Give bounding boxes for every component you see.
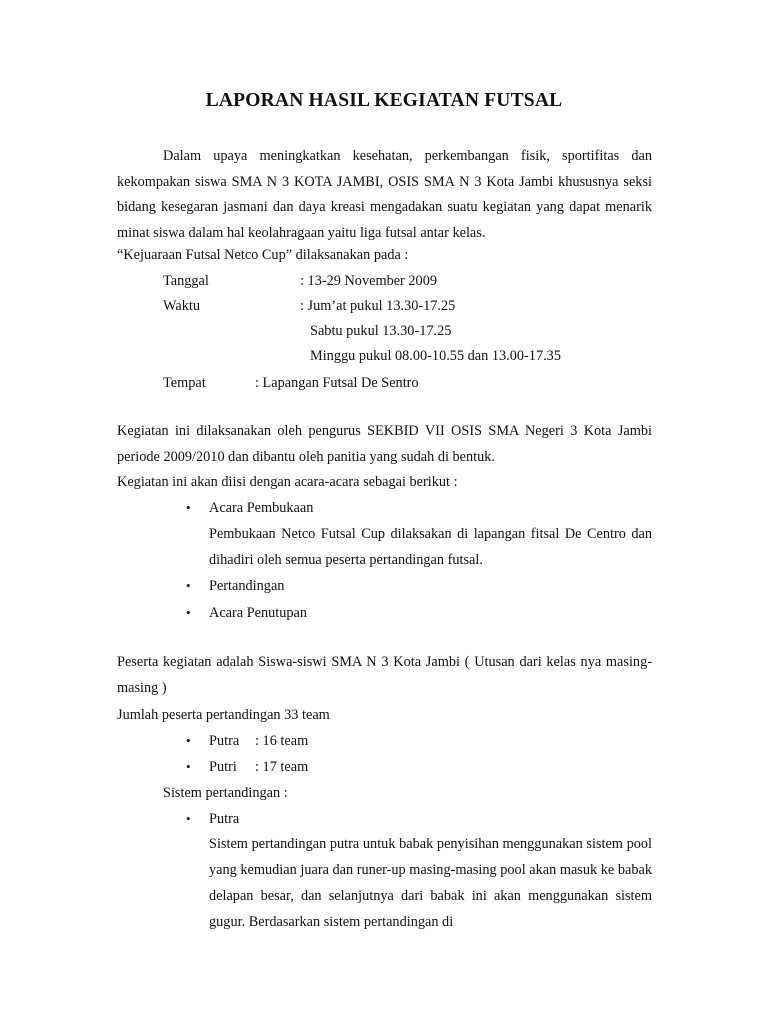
organizer-paragraph: Kegiatan ini dilaksanakan oleh pengurus SEKBID VII OSIS SMA Negeri 3 Kota Jambi periode 2009/2010 dan dibantu oleh panitia yang sudah di bentuk. — [117, 423, 652, 465]
team-putra-label: Putra — [209, 733, 240, 749]
bullet-icon: • — [186, 811, 191, 826]
bullet-icon: • — [186, 578, 191, 593]
team-putri-label: Putri — [209, 759, 237, 775]
tempat-value: : Lapangan Futsal De Sentro — [255, 375, 419, 391]
agenda-item-opening: Acara Pembukaan — [209, 500, 314, 516]
team-putri-value: : 17 team — [255, 759, 309, 775]
waktu-value-3: Minggu pukul 08.00-10.55 dan 13.00-17.35 — [310, 348, 561, 364]
document-title: LAPORAN HASIL KEGIATAN FUTSAL — [205, 90, 563, 111]
bullet-icon: • — [186, 759, 191, 774]
tempat-label: Tempat — [163, 375, 206, 391]
system-intro: Sistem pertandingan : — [163, 785, 288, 801]
system-putra-detail: Sistem pertandingan putra untuk babak penyisihan menggunakan sistem pool yang kemudian juara dan runer-up masing-masing pool akan masuk ke babak delapan besar, dan selanjutnya dari babak ini akan menggunakan sistem gugur. Berdasarkan sistem pertandingan di — [209, 836, 652, 930]
waktu-label: Waktu — [163, 298, 200, 314]
event-intro: “Kejuaraan Futsal Netco Cup” dilaksanakan pada : — [117, 247, 409, 263]
waktu-value-1: : Jum’at pukul 13.30-17.25 — [300, 298, 456, 314]
team-putra-value: : 16 team — [255, 733, 309, 749]
agenda-item-opening-detail: Pembukaan Netco Futsal Cup dilaksakan di lapangan fitsal De Centro dan dihadiri oleh semua peserta pertandingan futsal. — [209, 526, 652, 568]
waktu-value-2: Sabtu pukul 13.30-17.25 — [310, 323, 452, 339]
agenda-intro: Kegiatan ini akan diisi dengan acara-acara sebagai berikut : — [117, 474, 458, 490]
agenda-item-closing: Acara Penutupan — [209, 605, 308, 621]
tanggal-label: Tanggal — [163, 273, 209, 289]
system-putra-label: Putra — [209, 811, 240, 827]
bullet-icon: • — [186, 733, 191, 748]
tanggal-value: : 13-29 November 2009 — [300, 273, 437, 289]
bullet-icon: • — [186, 605, 191, 620]
bullet-icon: • — [186, 500, 191, 515]
intro-paragraph: Dalam upaya meningkatkan kesehatan, perkembangan fisik, sportifitas dan kekompakan siswa SMA N 3 KOTA JAMBI, OSIS SMA N 3 Kota Jambi khususnya seksi bidang kesegaran jasmani dan daya kreasi mengadakan suatu kegiatan yang dapat menarik minat siswa dalam hal keolahragaan yaitu liga futsal antar kelas. — [117, 148, 652, 242]
participants-paragraph: Peserta kegiatan adalah Siswa-siswi SMA N 3 Kota Jambi ( Utusan dari kelas nya masing-masing ) — [117, 654, 652, 696]
agenda-item-match: Pertandingan — [209, 578, 285, 594]
participants-count: Jumlah peserta pertandingan 33 team — [117, 707, 330, 723]
